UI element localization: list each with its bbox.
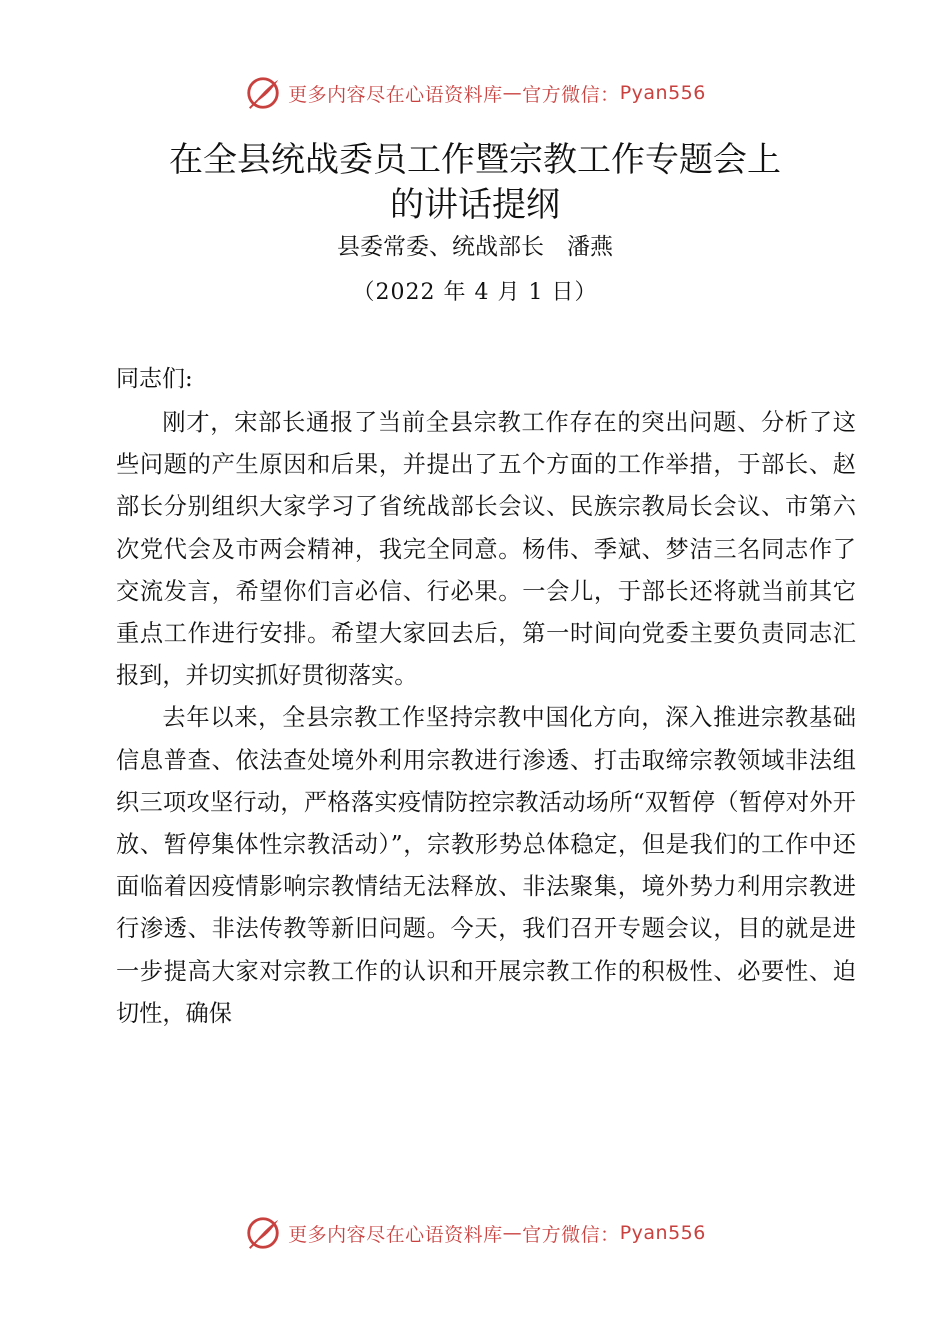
watermark-wechat-label: 官方微信： <box>522 1223 620 1246</box>
title-line-2: 的讲话提纲 <box>390 185 560 225</box>
footer-watermark <box>0 1214 950 1252</box>
watermark-separator: — <box>502 1222 523 1244</box>
document-body <box>116 402 856 1035</box>
header-watermark <box>0 74 950 112</box>
document-title <box>0 138 950 228</box>
feather-quill-logo-icon <box>244 1214 282 1252</box>
salutation: 同志们: <box>116 366 193 392</box>
feather-quill-logo-icon <box>244 74 282 112</box>
document-author: 县委常委、统战部长 潘燕 <box>337 234 613 260</box>
watermark-wechat-label: 官方微信： <box>522 83 620 106</box>
watermark-wechat-id: Pyan556 <box>619 82 706 104</box>
watermark-wechat-id: Pyan556 <box>619 1222 706 1244</box>
paragraph-1: 刚才，宋部长通报了当前全县宗教工作存在的突出问题、分析了这些问题的产生原因和后果，并提出了五个方面的工作举措，于部长、赵部长分别组织大家学习了省统战部长会议、民族宗教局长会议、市第六次党代会及市两会精神，我完全同意。杨伟、季斌、梦洁三名同志作了交流发言，希望你们言必信、行必果。一会儿，于部长还将就当前其它重点工作进行安排。希望大家回去后，第一时间向党委主要负责同志汇报到，并切实抓好贯彻落实。 <box>116 409 856 690</box>
watermark-separator: — <box>502 82 523 104</box>
paragraph-2: 去年以来，全县宗教工作坚持宗教中国化方向，深入推进宗教基础信息普查、依法查处境外利用宗教进行渗透、打击取缔宗教领域非法组织三项攻坚行动，严格落实疫情防控宗教活动场所“双暂停（暂停对外开放、暂停集体性宗教活动）”，宗教形势总体稳定，但是我们的工作中还面临着因疫情影响宗教情结无法释放、非法聚集，境外势力利用宗教进行渗透、非法传教等新旧问题。今天，我们召开专题会议，目的就是进一步提高大家对宗教工作的认识和开展宗教工作的积极性、必要性、迫切性，确保 <box>116 704 856 1027</box>
watermark-site-text: 更多内容尽在心语资料库 <box>288 83 503 106</box>
watermark-site-text: 更多内容尽在心语资料库 <box>288 1223 503 1246</box>
document-date: （2022 年 4 月 1 日） <box>352 280 598 305</box>
title-line-1: 在全县统战委员工作暨宗教工作专题会上 <box>169 140 781 180</box>
